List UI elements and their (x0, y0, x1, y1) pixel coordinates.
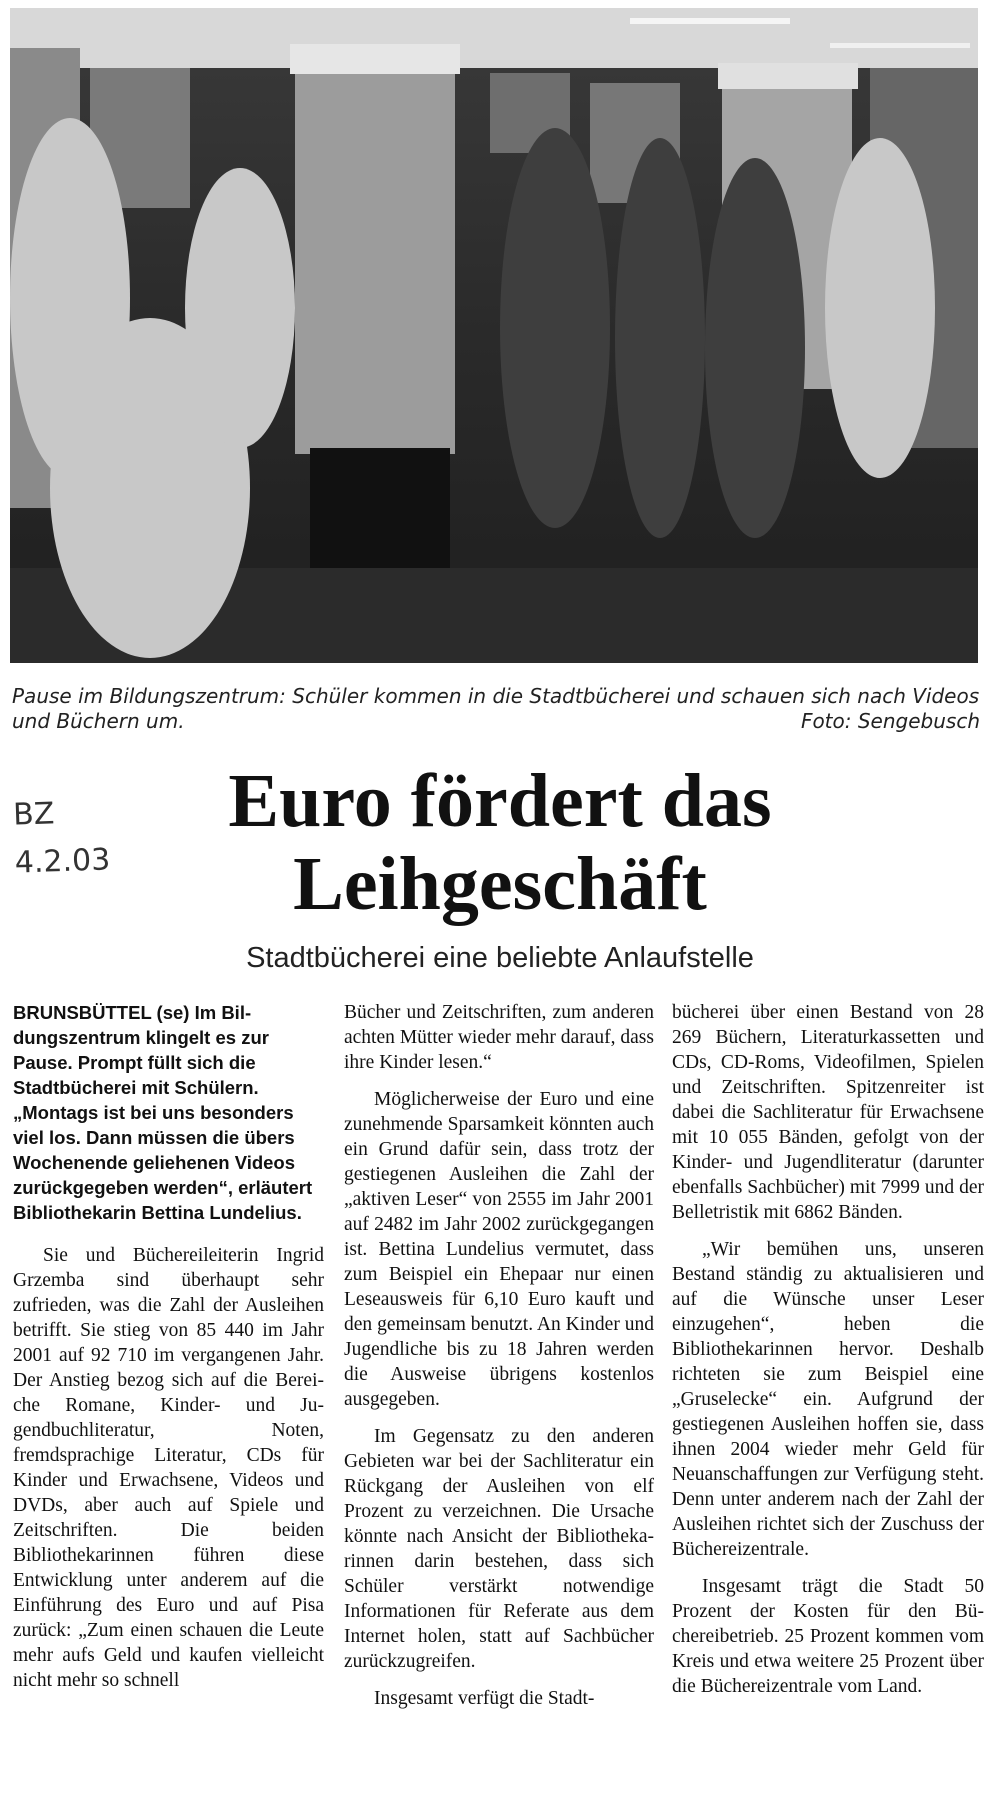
photo-caption-block (12, 684, 980, 734)
article-paragraph: Insgesamt verfügt die Stadt- (374, 1688, 595, 1709)
photo-library-scene (10, 8, 978, 663)
article-column-2 (344, 1000, 654, 1723)
article-paragraph: Bücher und Zeitschriften, zum anderen achten Mütter wieder mehr darauf, dass ihre Kinder lesen.“ (344, 1002, 654, 1073)
handwritten-annotation (12, 788, 111, 887)
article-column-3 (672, 1000, 984, 1711)
article-paragraph: „Wir bemühen uns, unseren Bestand ständig zu aktualisieren und auf die Wünsche unser Leser einzugehen“, heben die Bibliothekarinnen hervor. Deshalb richteten sie zum Beispiel eine „Gruselecke“ ein. Aufgrund der gestiegenen Ausleihen hoffen sie, dass ihnen 2004 wieder mehr Geld für Neuanschaffungen zur Verfügung steht. Denn unter anderem nach der Zahl der Ausleihen richtet sich der Zuschuss der Büchereizentrale. (672, 1239, 984, 1560)
headline: Euro fördert das Leihgeschäft (228, 759, 772, 926)
article-paragraph: Sie und Büchereileiterin Ingrid Grzemba sind überhaupt sehr zufrieden, was die Zahl der Ausleihen betrifft. Sie stieg von 85 440 im Jahr 2001 auf 92 710 im vergangenen Jahr. Der Anstieg bezog sich auf die Bereiche Romane, Kinder- und Jugendbuchliteratur, Noten, fremdsprachige Literatur, CDs für Kinder und Erwachsene, Videos und DVDs, aber auch auf Spiele und Zeitschriften. Die beiden Bibliothekarinnen führen diese Entwicklung unter anderem auf die Einführung des Euro und auf Pisa zurück: „Zum einen schauen die Leute mehr aufs Geld und kaufen vielleicht nicht mehr so schnell (13, 1245, 324, 1691)
article-paragraph: Insgesamt trägt die Stadt 50 Prozent der Kosten für den Büchereibetrieb. 25 Prozent kommen vom Kreis und etwa weitere 25 Prozent über die Büchereizentrale vom Land. (672, 1576, 984, 1697)
annotation-date: 4.2.03 (14, 842, 111, 881)
article-column-1 (13, 1000, 324, 1705)
subheadline: Stadtbücherei eine beliebte Anlaufstelle (246, 942, 754, 974)
annotation-source: BZ (12, 796, 55, 833)
article-lead: BRUNSBÜTTEL (se) Im Bildungszentrum klingelt es zur Pause. Prompt füllt sich die Stadtbücherei mit Schülern. „Montags ist bei uns besonders viel los. Dann müssen die übers Wochenende geliehenen Videos zurückgegeben werden“, erläutert Bibliothekarin Bettina Lundelius. (13, 1002, 313, 1223)
article-paragraph: bücherei über einen Bestand von 28 269 Büchern, Literaturkassetten und CDs, CD-Roms, Videofilmen, Spielen und Zeitschriften. Spitzenreiter ist dabei die Sachliteratur für Erwachsene mit 10 055 Bänden, gefolgt von der Kinder- und Jugendliteratur (darunter ebenfalls Sachbücher) mit 7999 und der Belletristik mit 6862 Bänden. (672, 1002, 984, 1223)
article-paragraph: Im Gegensatz zu den anderen Gebieten war bei der Sachliteratur ein Rückgang der Ausleihen von elf Prozent zu verzeichnen. Die Ursache könnte nach Ansicht der Bibliothekarinnen darin bestehen, dass sich Schüler verstärkt notwendige Informationen für Referate aus dem Internet holen, statt auf Sachbücher zurückzugreifen. (344, 1426, 654, 1672)
article-paragraph: Möglicherweise der Euro und eine zunehmende Sparsamkeit könnten auch ein Grund dafür sein, dass trotz der gestiegenen Ausleihen die Zahl der „aktiven Leser“ von 2555 im Jahr 2001 auf 2482 im Jahr 2002 zurückgegangen ist. Bettina Lundelius vermutet, dass zum Beispiel ein Ehepaar nur einen Leseausweis für 6,10 Euro kauft und den gemeinsam benutzt. An Kinder und Jugendliche bis zu 18 Jahren werden die Ausweise übrigens kostenlos ausgegeben. (344, 1089, 654, 1410)
photo-credit: Foto: Sengebusch (800, 709, 980, 733)
photo-caption: Pause im Bildungszentrum: Schüler kommen in die Stadtbücherei und schauen sich nach Videos und Büchern um. (12, 684, 980, 733)
article-photo (10, 8, 978, 663)
